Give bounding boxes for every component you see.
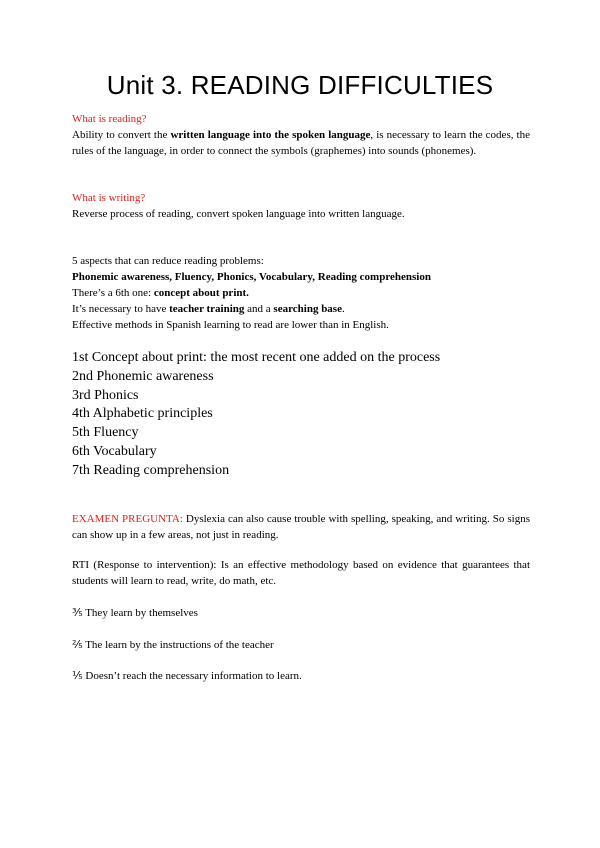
what-is-reading-heading: What is reading? [72, 113, 147, 125]
page-title: Unit 3. READING DIFFICULTIES [106, 70, 494, 100]
examen-text: Dyslexia can also cause trouble with spelling, speaking, and writing. So signs can show up in a few areas, not just in reading. [72, 513, 530, 541]
reading-text-part-2: , is necessary to learn the codes, the rules of the language, in order to connect the symbols (graphemes) into sounds (phonemes). [72, 129, 530, 157]
necessary-text-1: It’s necessary to have [72, 303, 170, 315]
sixth-aspect-text: There’s a 6th one: [72, 287, 154, 299]
list-item: 1st Concept about print: the most recent one added on the process [72, 350, 441, 365]
searching-base-bold: searching base [273, 303, 342, 315]
what-is-reading-paragraph [72, 127, 530, 159]
necessary-line [72, 301, 530, 317]
list-item: 4th Alphabetic principles [72, 406, 213, 422]
aspects-list-bold: Phonemic awareness, Fluency, Phonics, Vocabulary, Reading comprehension [72, 271, 431, 283]
fraction-line: ⅕ Doesn’t reach the necessary information to learn. [72, 670, 302, 682]
aspects-list [72, 269, 552, 285]
necessary-text-2: and a [244, 303, 274, 315]
fraction-line: ⅗ They learn by themselves [72, 607, 198, 619]
sixth-aspect-bold: concept about print. [153, 287, 249, 299]
examen-paragraph [72, 511, 530, 543]
list-item: 7th Reading comprehension [72, 462, 230, 478]
list-item: 2nd Phonemic awareness [72, 368, 214, 384]
reading-bold-part: written language into the spoken language [170, 129, 371, 141]
necessary-text-3: . [341, 303, 345, 315]
examen-label: EXAMEN PREGUNTA: [72, 513, 183, 525]
effective-methods-line: Effective methods in Spanish learning to read are lower than in English. [72, 319, 389, 331]
list-item: 5th Fluency [72, 425, 139, 441]
list-item: 3rd Phonics [72, 387, 139, 403]
teacher-training-bold: teacher training [169, 303, 245, 315]
what-is-writing-heading: What is writing? [72, 192, 146, 204]
what-is-writing-text: Reverse process of reading, convert spoken language into written language. [72, 208, 405, 220]
reading-text-part-1: Ability to convert the [72, 129, 171, 141]
aspects-intro: 5 aspects that can reduce reading problems: [72, 255, 264, 267]
rti-paragraph: RTI (Response to intervention): Is an effective methodology based on evidence that guarantees that students will learn to read, write, do math, etc. [72, 559, 530, 587]
steps-list [72, 349, 440, 481]
fraction-line: ⅖ The learn by the instructions of the teacher [72, 639, 274, 651]
list-item: 6th Vocabulary [72, 443, 157, 459]
sixth-aspect-line [72, 285, 530, 301]
